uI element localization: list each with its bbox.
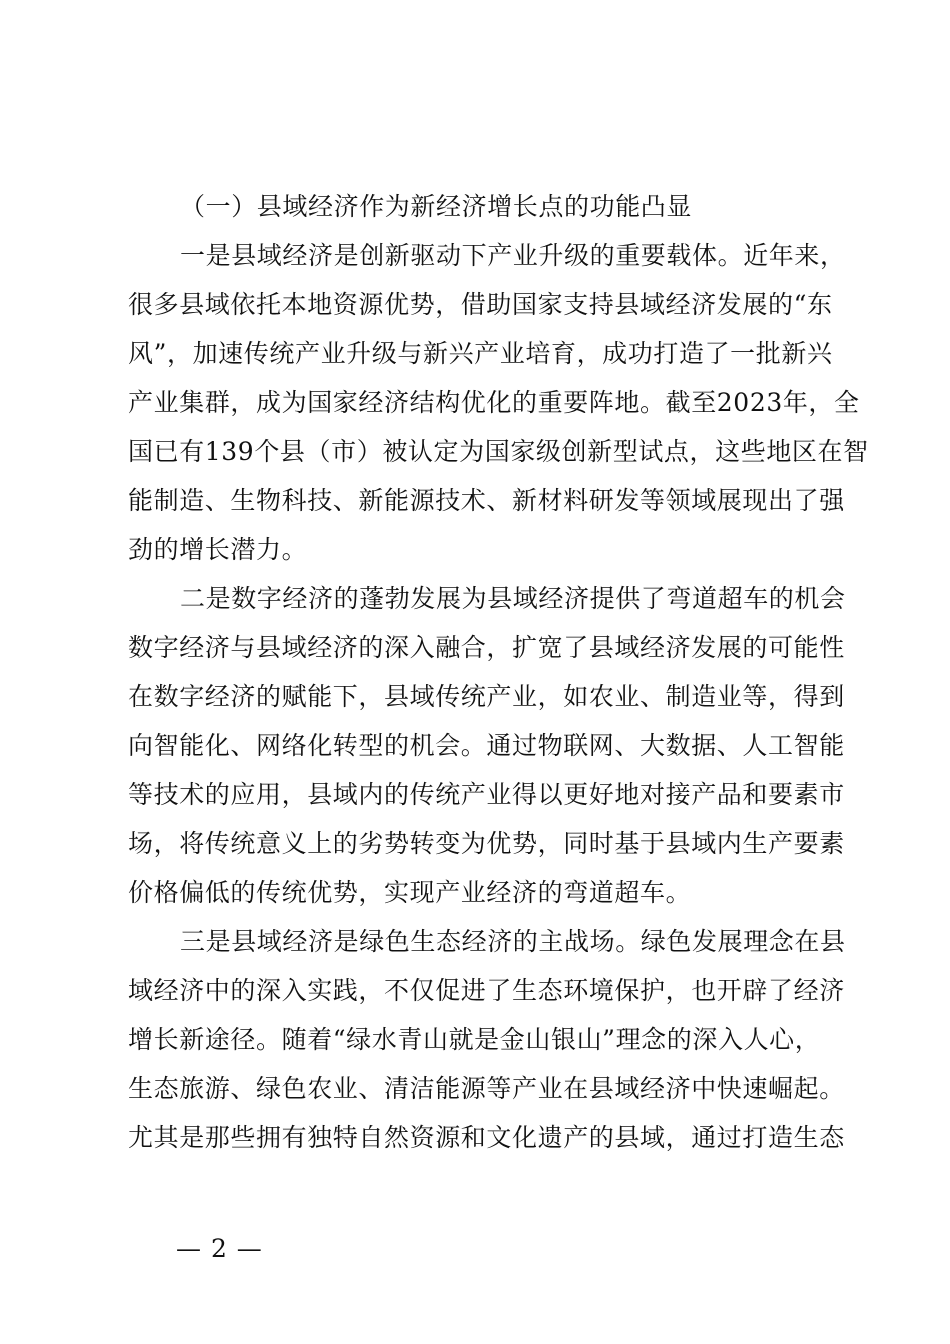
paragraph-line: 三是县域经济是绿色生态经济的主战场。绿色发展理念在县 [180, 927, 846, 956]
paragraph-line: 尤其是那些拥有独特自然资源和文化遗产的县域，通过打造生态 [128, 1123, 845, 1152]
paragraph-line: 在数字经济的赋能下，县域传统产业，如农业、制造业等，得到 [128, 682, 845, 711]
paragraph-line: 劲的增长潜力。 [128, 535, 308, 564]
page-number: — 2 — [176, 1234, 263, 1263]
paragraph-line: 产业集群，成为国家经济结构优化的重要阵地。截至2023年，全 [128, 388, 860, 417]
paragraph-line: 数字经济与县域经济的深入融合，扩宽了县域经济发展的可能性 [128, 633, 845, 662]
paragraph-3 [128, 917, 848, 1162]
paragraph-line: 场，将传统意义上的劣势转变为优势，同时基于县域内生产要素 [128, 829, 845, 858]
paragraph-line: 生态旅游、绿色农业、清洁能源等产业在县域经济中快速崛起。 [128, 1074, 845, 1103]
paragraph-line: 向智能化、网络化转型的机会。通过物联网、大数据、人工智能 [128, 731, 845, 760]
paragraph-line: 国已有139个县（市）被认定为国家级创新型试点，这些地区在智 [128, 437, 869, 466]
paragraph-line: 二是数字经济的蓬勃发展为县域经济提供了弯道超车的机会 [180, 584, 846, 613]
section-heading: （一）县域经济作为新经济增长点的功能凸显 [180, 192, 693, 221]
paragraph-1 [128, 231, 869, 574]
paragraph-line: 风”，加速传统产业升级与新兴产业培育，成功打造了一批新兴 [128, 339, 833, 368]
body-text [128, 182, 869, 1162]
paragraph-line: 很多县域依托本地资源优势，借助国家支持县域经济发展的“东 [128, 290, 833, 319]
paragraph-line: 增长新途径。随着“绿水青山就是金山银山”理念的深入人心， [128, 1025, 821, 1054]
paragraph-line: 等技术的应用，县域内的传统产业得以更好地对接产品和要素市 [128, 780, 845, 809]
paragraph-2 [128, 574, 848, 917]
paragraph-line: 价格偏低的传统优势，实现产业经济的弯道超车。 [128, 878, 692, 907]
paragraph-line: 一是县域经济是创新驱动下产业升级的重要载体。近年来， [180, 241, 846, 270]
paragraph-line: 能制造、生物科技、新能源技术、新材料研发等领域展现出了强 [128, 486, 845, 515]
paragraph-line: 域经济中的深入实践，不仅促进了生态环境保护，也开辟了经济 [128, 976, 845, 1005]
